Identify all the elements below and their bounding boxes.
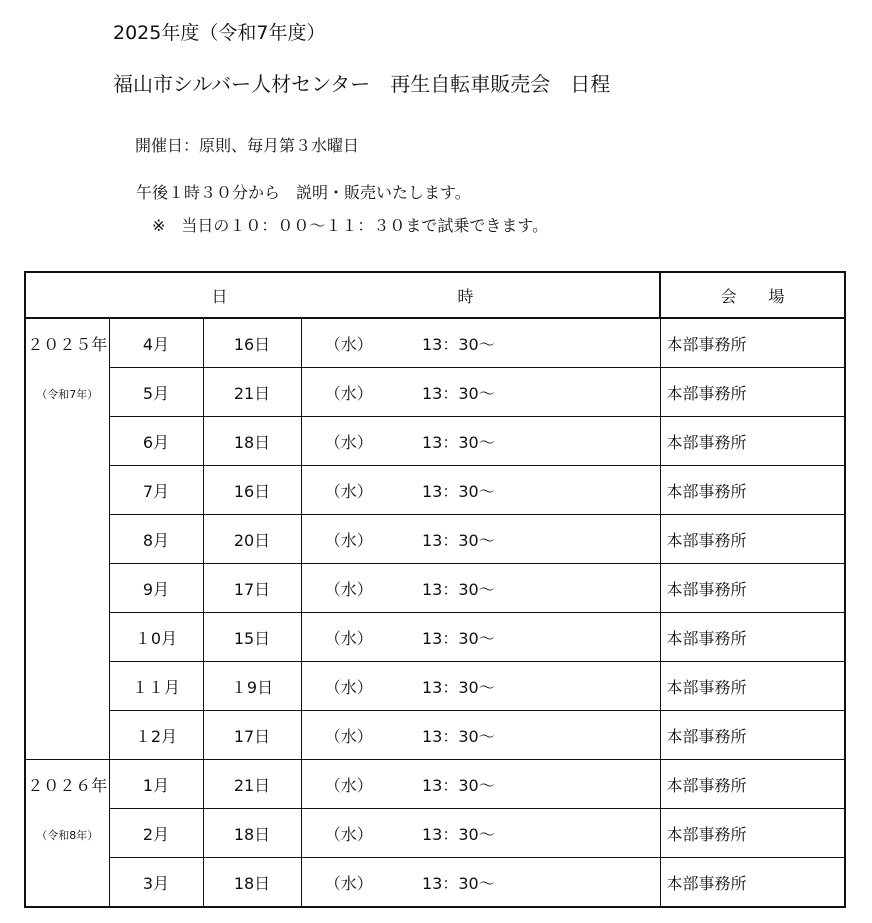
year-label: ２０２６年	[27, 775, 108, 795]
year-cell	[25, 564, 109, 613]
era-label: （令和8年）	[36, 828, 99, 842]
day-cell: 15日	[203, 613, 301, 662]
weekday-cell: （水）	[301, 515, 396, 564]
weekday-cell: （水）	[301, 858, 396, 908]
year-cell	[25, 318, 109, 368]
fiscal-year-heading: 2025年度（令和7年度）	[113, 22, 326, 44]
month-cell: 2月	[109, 809, 203, 858]
weekday-cell: （水）	[301, 564, 396, 613]
weekday-cell: （水）	[301, 711, 396, 760]
table-row	[25, 858, 845, 908]
time-cell: 13：30～	[396, 417, 660, 466]
weekday-cell: （水）	[301, 760, 396, 809]
time-cell: 13：30～	[396, 662, 660, 711]
year-cell	[25, 368, 109, 417]
day-cell: 16日	[203, 318, 301, 368]
day-cell: １9日	[203, 662, 301, 711]
test-ride-note: ※ 当日の１０：００～１１：３０まで試乗できます。	[152, 216, 549, 235]
weekday-cell: （水）	[301, 809, 396, 858]
weekday-cell: （水）	[301, 466, 396, 515]
venue-cell: 本部事務所	[660, 417, 845, 466]
event-days-note: 開催日：原則、毎月第３水曜日	[135, 136, 360, 155]
venue-cell: 本部事務所	[660, 318, 845, 368]
year-cell	[25, 858, 109, 908]
weekday-cell: （水）	[301, 417, 396, 466]
day-cell: 21日	[203, 760, 301, 809]
table-row	[25, 368, 845, 417]
schedule-table	[24, 271, 846, 908]
venue-cell: 本部事務所	[660, 809, 845, 858]
table-row	[25, 515, 845, 564]
time-cell: 13：30～	[396, 564, 660, 613]
day-cell: 18日	[203, 417, 301, 466]
year-cell	[25, 760, 109, 809]
time-cell: 13：30～	[396, 466, 660, 515]
day-cell: 21日	[203, 368, 301, 417]
page-title: 福山市シルバー人材センター 再生自転車販売会 日程	[113, 72, 611, 96]
weekday-cell: （水）	[301, 318, 396, 368]
month-cell: 8月	[109, 515, 203, 564]
venue-cell: 本部事務所	[660, 368, 845, 417]
time-cell: 13：30～	[396, 809, 660, 858]
table-row	[25, 318, 845, 368]
weekday-cell: （水）	[301, 613, 396, 662]
table-row	[25, 662, 845, 711]
table-row	[25, 417, 845, 466]
year-cell	[25, 711, 109, 760]
venue-cell: 本部事務所	[660, 564, 845, 613]
day-cell: 18日	[203, 809, 301, 858]
table-row	[25, 564, 845, 613]
time-cell: 13：30～	[396, 613, 660, 662]
month-cell: 7月	[109, 466, 203, 515]
month-cell: １0月	[109, 613, 203, 662]
venue-cell: 本部事務所	[660, 858, 845, 908]
venue-column-header: 会 場	[660, 272, 845, 318]
time-cell: 13：30～	[396, 760, 660, 809]
month-cell: 6月	[109, 417, 203, 466]
venue-cell: 本部事務所	[660, 613, 845, 662]
year-cell	[25, 809, 109, 858]
day-cell: 16日	[203, 466, 301, 515]
time-cell: 13：30～	[396, 711, 660, 760]
day-cell: 20日	[203, 515, 301, 564]
datetime-header-time: 時	[457, 286, 474, 306]
month-cell: 9月	[109, 564, 203, 613]
time-cell: 13：30～	[396, 368, 660, 417]
time-cell: 13：30～	[396, 858, 660, 908]
table-header-row	[25, 272, 845, 318]
table-row	[25, 711, 845, 760]
table-row	[25, 760, 845, 809]
venue-cell: 本部事務所	[660, 662, 845, 711]
weekday-cell: （水）	[301, 662, 396, 711]
venue-cell: 本部事務所	[660, 711, 845, 760]
day-cell: 18日	[203, 858, 301, 908]
month-cell: 5月	[109, 368, 203, 417]
time-cell: 13：30～	[396, 318, 660, 368]
start-time-note: 午後１時３０分から 説明・販売いたします。	[136, 183, 471, 202]
table-row	[25, 613, 845, 662]
venue-cell: 本部事務所	[660, 515, 845, 564]
year-label: ２０２５年	[27, 334, 108, 354]
era-label: （令和7年）	[36, 387, 99, 401]
year-cell	[25, 662, 109, 711]
datetime-column-header	[25, 272, 660, 318]
year-cell	[25, 515, 109, 564]
month-cell: 1月	[109, 760, 203, 809]
venue-cell: 本部事務所	[660, 760, 845, 809]
time-cell: 13：30～	[396, 515, 660, 564]
day-cell: 17日	[203, 711, 301, 760]
year-cell	[25, 613, 109, 662]
year-cell	[25, 466, 109, 515]
table-row	[25, 466, 845, 515]
month-cell: １１月	[109, 662, 203, 711]
weekday-cell: （水）	[301, 368, 396, 417]
table-row	[25, 809, 845, 858]
day-cell: 17日	[203, 564, 301, 613]
year-cell	[25, 417, 109, 466]
month-cell: 3月	[109, 858, 203, 908]
month-cell: １2月	[109, 711, 203, 760]
venue-cell: 本部事務所	[660, 466, 845, 515]
datetime-header-day: 日	[211, 286, 228, 306]
month-cell: 4月	[109, 318, 203, 368]
